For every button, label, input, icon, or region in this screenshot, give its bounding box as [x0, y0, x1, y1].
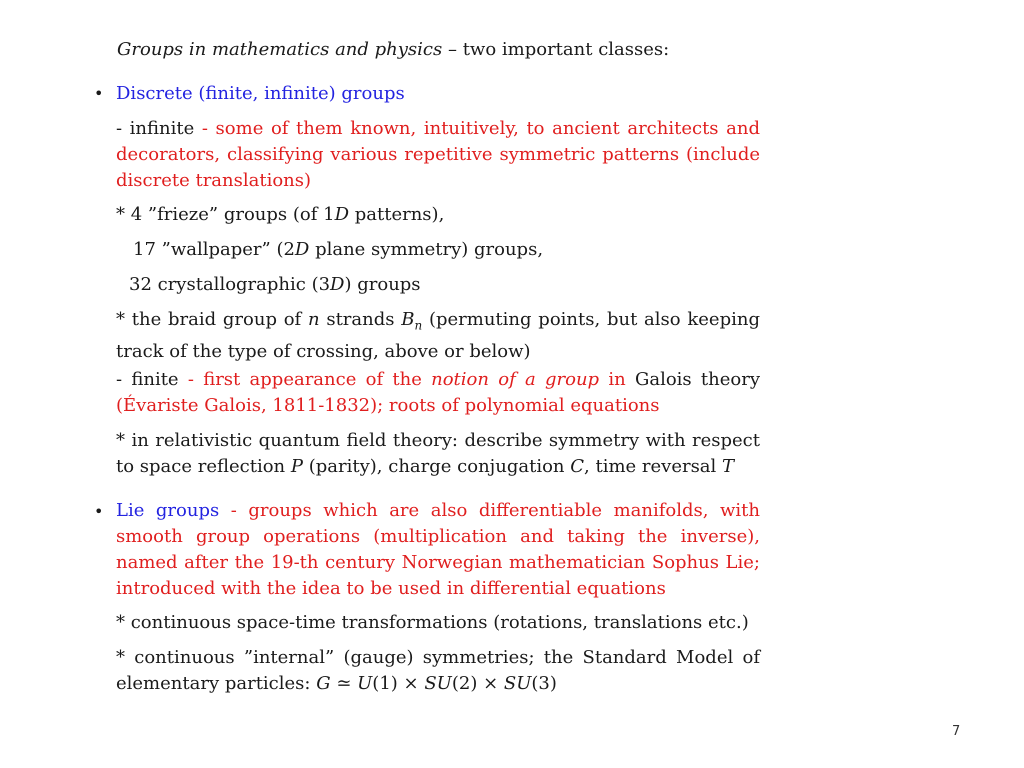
slide-intro — [117, 38, 669, 62]
braid-var-b: B — [401, 309, 415, 330]
lie-text: - groups which are also differentiable manifolds, with smooth group operations (multiplication and taking the inverse), named after the 19-th century Norwegian mathematician Sophus Lie; introduced with the idea to be used in differential equations — [116, 500, 760, 599]
internal-su1: SU — [424, 673, 452, 694]
finite-p2: in — [599, 369, 635, 390]
infinite-label: - infinite — [116, 118, 195, 139]
lie-paragraph — [116, 498, 760, 602]
internal-su2: SU — [503, 673, 532, 694]
finite-notion: notion of a group — [431, 369, 600, 390]
crystal-prefix: 32 crystallographic (3 — [129, 274, 331, 295]
finite-galois: Galois theory — [634, 369, 761, 390]
internal-g: G — [316, 673, 331, 694]
braid-paragraph — [116, 307, 760, 365]
internal-rel: ≃ — [330, 673, 358, 694]
internal-paragraph — [116, 645, 760, 697]
finite-p1: - first appearance of the — [178, 369, 432, 390]
wallpaper-suffix: plane symmetry) groups, — [309, 239, 544, 260]
crystal-var: D — [330, 274, 345, 295]
page-number: 7 — [952, 724, 961, 739]
frieze-var: D — [334, 204, 350, 225]
continuous-line: * continuous space-time transformations (rotations, translations etc.) — [116, 612, 749, 633]
intro-italic: Groups in mathematics and physics — [117, 39, 443, 60]
qft-p2: (parity), charge conjugation — [303, 456, 571, 477]
qft-p: P — [290, 456, 304, 477]
qft-p1: * in relativistic quantum field theory: describe symmetry with respect to space reflection — [116, 430, 760, 477]
braid-sub-n: n — [414, 318, 423, 333]
wallpaper-var: D — [294, 239, 310, 260]
internal-u: U — [357, 673, 373, 694]
braid-p2: strands — [319, 309, 402, 330]
infinite-paragraph — [116, 116, 760, 194]
finite-p3: (Évariste Galois, 1811-1832); roots of polynomial equations — [116, 395, 660, 416]
wallpaper-line — [133, 238, 543, 262]
wallpaper-prefix: 17 ”wallpaper” (2 — [133, 239, 295, 260]
crystal-line — [129, 273, 421, 297]
qft-t: T — [722, 456, 735, 477]
braid-var-n: n — [307, 309, 320, 330]
bullet-lie-icon: • — [94, 502, 104, 521]
internal-su2-arg: (3) — [531, 673, 557, 694]
qft-paragraph — [116, 428, 760, 480]
lie-heading: Lie groups — [116, 500, 220, 521]
bullet-discrete-icon: • — [94, 84, 104, 103]
finite-label: - finite — [116, 369, 179, 390]
frieze-line — [116, 203, 444, 227]
internal-p1: * continuous ”internal” (gauge) symmetries; the Standard Model of elementary particles: — [116, 647, 760, 694]
crystal-suffix: ) groups — [344, 274, 421, 295]
discrete-heading: Discrete (finite, infinite) groups — [116, 83, 405, 104]
braid-p3: (permuting points, but also keeping track of the type of crossing, above or below) — [116, 309, 760, 362]
frieze-prefix: * 4 ”frieze” groups (of 1 — [116, 204, 335, 225]
finite-paragraph — [116, 367, 760, 419]
intro-rest: – two important classes: — [442, 39, 670, 60]
qft-p3: , time reversal — [584, 456, 723, 477]
qft-c: C — [570, 456, 585, 477]
internal-u-arg: (1) × — [372, 673, 425, 694]
internal-su1-arg: (2) × — [451, 673, 504, 694]
braid-p1: * the braid group of — [116, 309, 308, 330]
frieze-suffix: patterns), — [349, 204, 445, 225]
infinite-text: - some of them known, intuitively, to ancient architects and decorators, classifying various repetitive symmetric patterns (include discrete translations) — [116, 118, 760, 191]
